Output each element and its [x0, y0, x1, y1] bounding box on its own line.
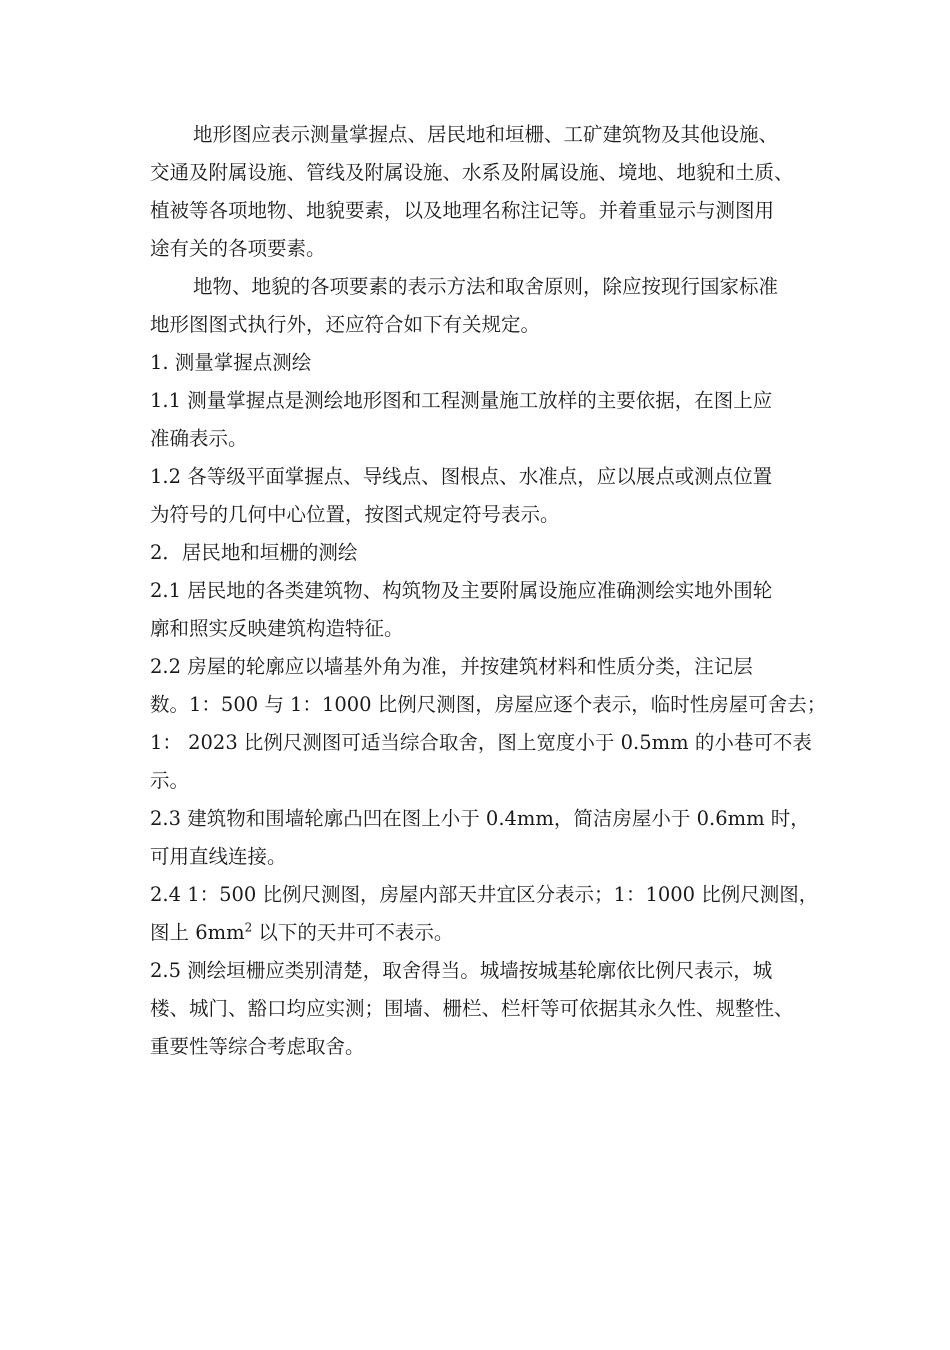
section-2-3-line-2: 可用直线连接。	[150, 845, 287, 868]
section-2-1-line-2: 廓和照实反映建筑构造特征。	[150, 617, 404, 640]
section-2-4-line-2-b: 以下的天井可不表示。	[252, 921, 454, 944]
section-2-2-line-1: 2.2 房屋的轮廓应以墙基外角为准，并按建筑材料和性质分类，注记层	[150, 655, 753, 678]
section-1-heading: 1. 测量掌握点测绘	[150, 351, 312, 374]
section-2-4-line-2	[150, 914, 840, 952]
section-2-5-line-2: 楼、城门、豁口均应实测；围墙、栅栏、栏杆等可依据其永久性、规整性、	[150, 997, 794, 1020]
section-1-2-line-2: 为符号的几何中心位置，按图式规定符号表示。	[150, 503, 560, 526]
paragraph-2-line-2: 地形图图式执行外，还应符合如下有关规定。	[150, 313, 541, 336]
section-2-4-line-1: 2.4 1：500 比例尺测图，房屋内部天井宜区分表示；1：1000 比例尺测图，	[150, 883, 819, 906]
paragraph-1-line-4: 途有关的各项要素。	[150, 237, 326, 260]
superscript-2: 2	[244, 920, 253, 935]
section-2-5-line-3: 重要性等综合考虑取舍。	[150, 1035, 365, 1058]
document-page	[150, 116, 840, 1066]
paragraph-1-line-3: 植被等各项地物、地貌要素，以及地理名称注记等。并着重显示与测图用	[150, 199, 775, 222]
paragraph-2-line-1: 地物、地貌的各项要素的表示方法和取舍原则，除应按现行国家标准	[193, 275, 779, 298]
paragraph-1-line-1: 地形图应表示测量掌握点、居民地和垣栅、工矿建筑物及其他设施、	[193, 123, 779, 146]
paragraph-1-line-2: 交通及附属设施、管线及附属设施、水系及附属设施、境地、地貌和土质、	[150, 161, 794, 184]
section-2-2-line-3: 1： 2023 比例尺测图可适当综合取舍，图上宽度小于 0.5mm 的小巷可不表	[150, 731, 812, 754]
section-2-3-line-1: 2.3 建筑物和围墙轮廓凸凹在图上小于 0.4mm，简洁房屋小于 0.6mm 时，	[150, 807, 810, 830]
section-1-2-line-1: 1.2 各等级平面掌握点、导线点、图根点、水准点，应以展点或测点位置	[150, 465, 773, 488]
section-1-1-line-2: 准确表示。	[150, 427, 248, 450]
section-2-heading: 2．居民地和垣栅的测绘	[150, 541, 358, 564]
section-2-2-line-4: 示。	[150, 769, 190, 792]
section-2-4-line-2-a: 图上 6mm	[150, 921, 245, 944]
section-2-2-line-2: 数。1：500 与 1：1000 比例尺测图，房屋应逐个表示，临时性房屋可舍去；	[150, 693, 827, 716]
section-2-5-line-1: 2.5 测绘垣栅应类别清楚，取舍得当。城墙按城基轮廓依比例尺表示，城	[150, 959, 773, 982]
section-1-1-line-1: 1.1 测量掌握点是测绘地形图和工程测量施工放样的主要依据，在图上应	[150, 389, 773, 412]
section-2-1-line-1: 2.1 居民地的各类建筑物、构筑物及主要附属设施应准确测绘实地外围轮	[150, 579, 773, 602]
